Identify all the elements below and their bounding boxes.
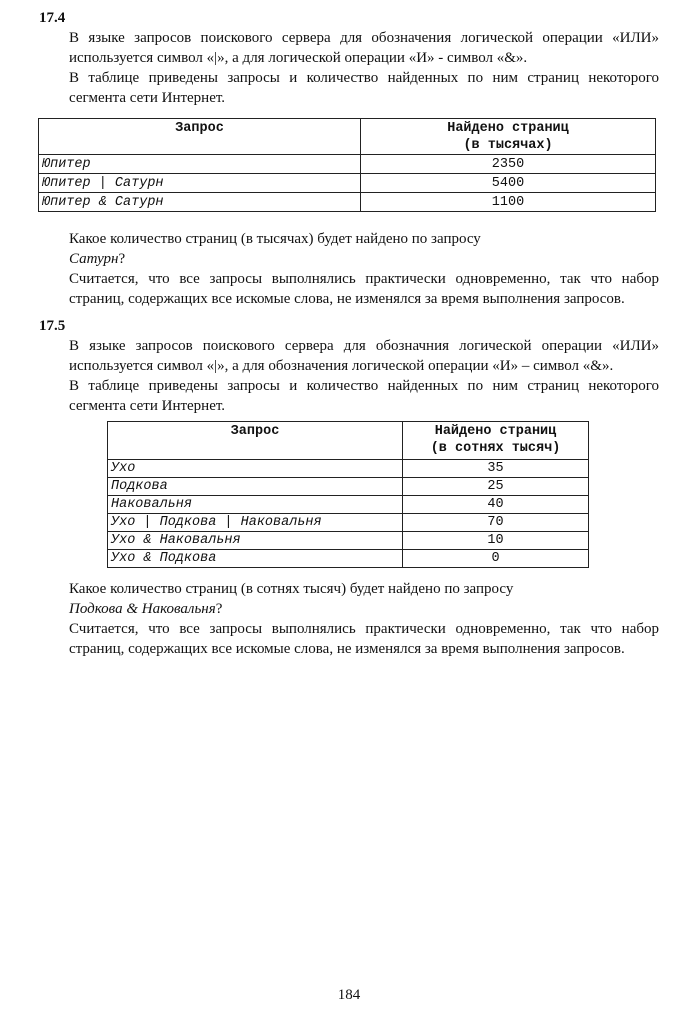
query-cell: Юпитер & Сатурн (39, 193, 361, 212)
column-header-count-line2: (в тысячах) (463, 138, 553, 153)
column-header-count (403, 422, 589, 460)
query-cell: Ухо | Подкова | Наковальня (108, 514, 403, 532)
table-row (108, 460, 589, 478)
question-text: Какое количество страниц (в тысячах) будет найдено по запросу (69, 231, 481, 247)
query-cell: Юпитер (39, 155, 361, 174)
query-cell: Юпитер | Сатурн (39, 174, 361, 193)
intro-paragraph: В таблице приведены запросы и количество найденных по ним страниц некоторого сегмента сети Интернет. (69, 70, 659, 106)
count-cell: 0 (403, 550, 589, 568)
intro-paragraph: В языке запросов поискового сервера для обозначния логической операции «ИЛИ» используется символ «|», а для обозначения логической операции «И» – символ «&». (69, 338, 659, 374)
page-number: 184 (337, 987, 361, 1003)
count-cell: 25 (403, 478, 589, 496)
note-text: Считается, что все запросы выполнялись практически одновременно, так что набор страниц, содержащих все искомые слова, не изменялся за время выполнения запросов. (69, 271, 659, 307)
task-question (69, 229, 659, 309)
column-header-query: Запрос (108, 422, 403, 460)
table-row (108, 496, 589, 514)
table-row (108, 514, 589, 532)
table-row (108, 532, 589, 550)
question-query: Подкова & Наковальня (69, 601, 216, 617)
count-cell: 70 (403, 514, 589, 532)
task-number: 17.5 (39, 318, 66, 334)
task-question (69, 579, 659, 659)
table-row (39, 193, 656, 212)
query-cell: Наковальня (108, 496, 403, 514)
table-header-row (108, 422, 589, 460)
query-cell: Ухо & Подкова (108, 550, 403, 568)
count-cell: 40 (403, 496, 589, 514)
intro-paragraph: В таблице приведены запросы и количество найденных по ним страниц некоторого сегмента сети Интернет. (69, 378, 659, 414)
column-header-count (361, 119, 656, 155)
count-cell: 10 (403, 532, 589, 550)
queries-table (38, 118, 656, 212)
task-intro (69, 336, 659, 416)
table-row (39, 155, 656, 174)
column-header-count-line2: (в сотнях тысяч) (430, 441, 561, 456)
question-query: Сатурн (69, 251, 119, 267)
task-number: 17.4 (39, 10, 66, 26)
question-query-line (69, 249, 659, 269)
query-cell: Ухо & Наковальня (108, 532, 403, 550)
note-text: Считается, что все запросы выполнялись практически одновременно, так что набор страниц, содержащих все искомые слова, не изменялся за время выполнения запросов. (69, 621, 659, 657)
query-cell: Ухо (108, 460, 403, 478)
question-mark: ? (118, 251, 126, 267)
task-intro (69, 28, 659, 108)
table-row (39, 174, 656, 193)
column-header-count-line1: Найдено страниц (434, 424, 557, 439)
count-cell: 5400 (361, 174, 656, 193)
queries-table (107, 421, 589, 568)
intro-paragraph: В языке запросов поискового сервера для обозначения логической операции «ИЛИ» используется символ «|», а для логической операции «И» - символ «&». (69, 30, 659, 66)
table-row (108, 550, 589, 568)
count-cell: 35 (403, 460, 589, 478)
question-query-line (69, 599, 659, 619)
column-header-count-line1: Найдено страниц (447, 121, 569, 136)
table-row (108, 478, 589, 496)
count-cell: 2350 (361, 155, 656, 174)
question-text: Какое количество страниц (в сотнях тысяч) будет найдено по запросу (69, 581, 514, 597)
count-cell: 1100 (361, 193, 656, 212)
table-header-row (39, 119, 656, 155)
column-header-query: Запрос (39, 119, 361, 155)
query-cell: Подкова (108, 478, 403, 496)
question-mark: ? (215, 601, 223, 617)
